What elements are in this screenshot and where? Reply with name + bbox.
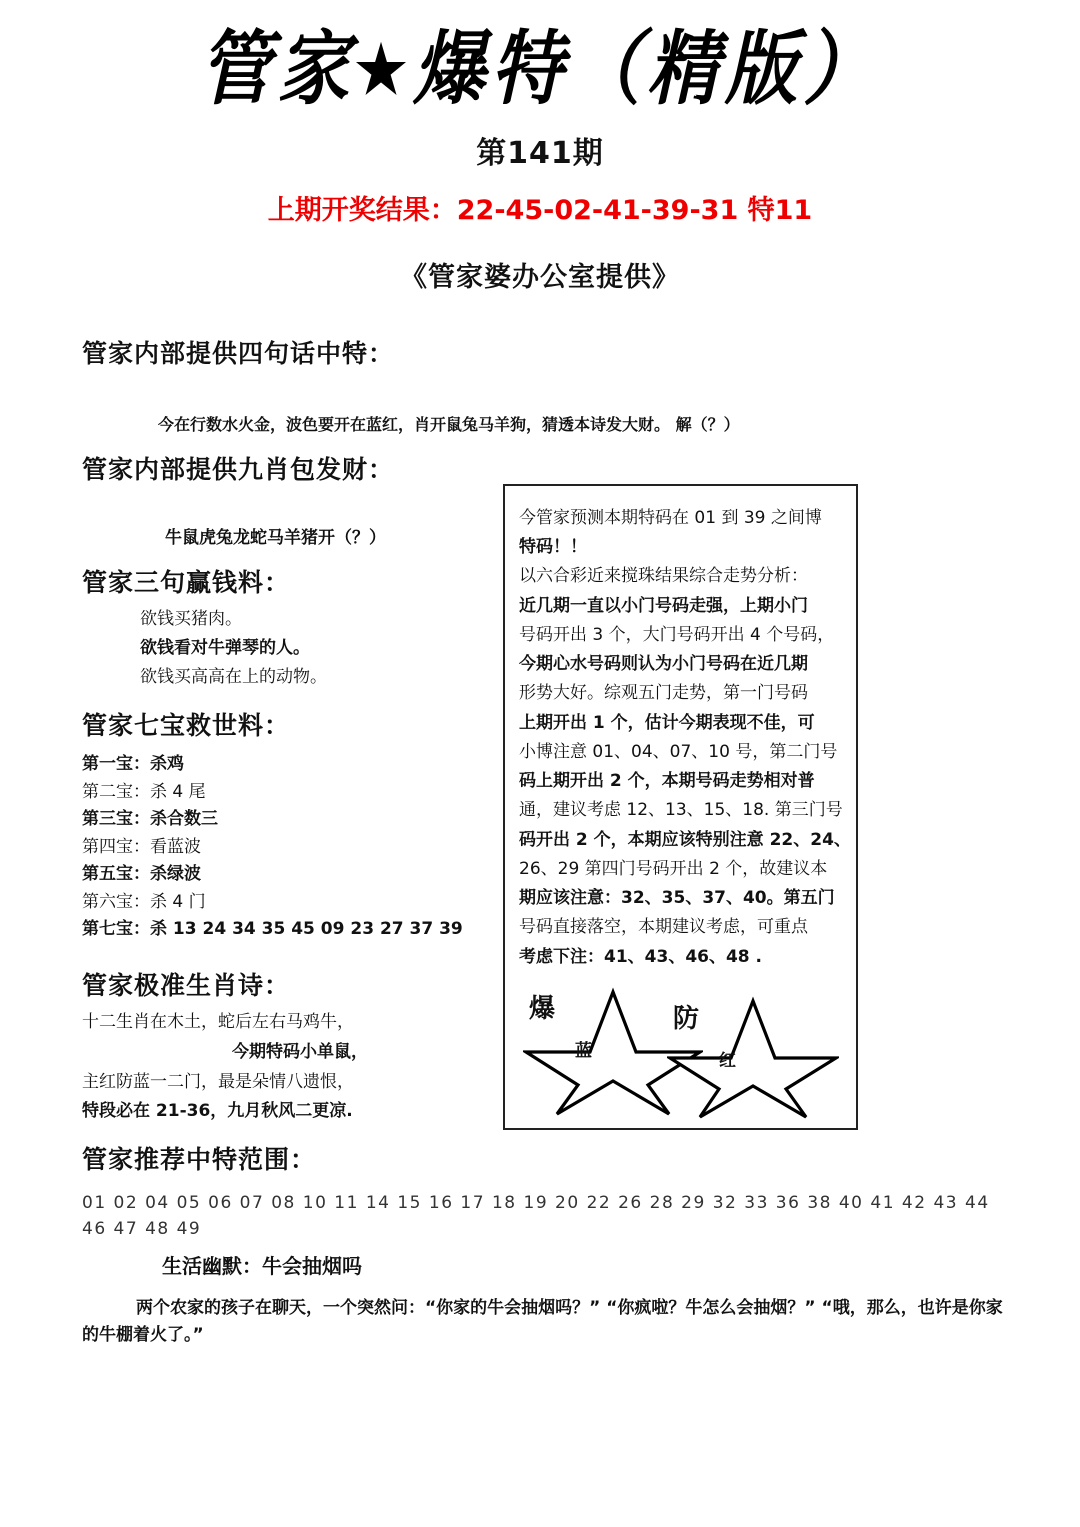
star-red-top-label: 防 [673,1003,700,1034]
heading-seven-treasures: 管家七宝救世料： [82,711,291,740]
treasure-value: 杀 4 门 [150,891,206,912]
zodiac-poem-line: 十二生肖在木土，蛇后左右马鸡牛， [82,1012,354,1032]
prediction-panel [503,484,858,1130]
prediction-line: 近几期一直以小门号码走强，上期小门 [519,595,808,616]
treasure-label: 第四宝： [82,836,150,857]
treasure-row [82,834,463,862]
prediction-line: 特码！！ [519,537,587,558]
prediction-line: 号码开出 3 个，大门号码开出 4 个号码， [519,624,835,645]
star-red-inner-label: 红 [719,1050,736,1071]
treasure-value: 看蓝波 [150,836,201,857]
heading-nine-zodiac: 管家内部提供九肖包发财： [82,455,395,484]
treasure-label: 第一宝： [82,754,150,774]
recommended-numbers: 01 02 04 05 06 07 08 10 11 14 15 16 17 18 19 20 22 26 28 29 32 33 36 38 40 41 42 43 44 46 47 48 49 [82,1193,990,1240]
prediction-text-block [505,486,856,1132]
prediction-line: 期应该注意：32、35、37、40。第五门 [519,888,835,909]
humor-body [82,1295,1017,1349]
prediction-line: 26、29 第四门号码开出 2 个，故建议本 [519,858,828,879]
prediction-line: 号码直接落空，本期建议考虑，可重点 [519,917,808,938]
zodiac-poem-line: 今期特码小单鼠， [232,1041,368,1062]
treasure-row [82,779,463,807]
zodiac-poem-line: 主红防蓝一二门，最是朵情八遗恨， [82,1071,354,1092]
treasure-label: 第五宝： [82,864,150,885]
treasure-value: 杀绿波 [150,864,201,885]
masthead [0,0,1080,294]
humor-body-text: 两个农家的孩子在聊天，一个突然问：“你家的牛会抽烟吗？” “你疯啦？牛怎么会抽烟？” “哦，那么，也许是你家的牛棚着火了。” [82,1298,1003,1346]
treasure-label: 第六宝： [82,891,150,912]
prediction-line: 码上期开出 2 个，本期号码走势相对普 [519,771,815,792]
heading-zodiac-poem: 管家极准生肖诗： [82,971,291,1000]
masthead-title-left: 管家 [198,20,355,116]
treasure-label: 第三宝： [82,809,150,830]
zodiac-poem-list [82,1008,368,1127]
three-lines-list [140,605,327,693]
treasure-row [82,889,463,917]
last-draw-result: 上期开奖结果：22-45-02-41-39-31 特11 [267,194,813,226]
prediction-line: 通，建议考虑 12、13、15、18. 第三门号 [519,800,843,821]
treasure-value: 杀 13 24 34 35 45 09 23 27 37 39 [150,919,463,940]
seven-treasures-list [82,751,463,944]
heading-recommend-range: 管家推荐中特范围： [82,1145,317,1174]
zodiac-poem-line: 特段必在 21-36，九月秋风二更凉. [82,1101,353,1122]
prediction-line: 形势大好。综观五门走势，第一门号码 [519,683,808,704]
treasure-value: 杀 4 尾 [150,781,206,802]
prediction-line: 码开出 2 个，本期应该特别注意 22、24、 [519,829,851,850]
prediction-line: 今管家预测本期特码在 01 到 39 之间博 [519,508,822,528]
star-blue-top-label: 爆 [529,993,556,1024]
treasure-label: 第二宝： [82,781,150,802]
three-lines-item-1: 欲钱买猪肉。 [140,609,242,629]
star-blue-inner-label: 蓝 [575,1040,592,1061]
heading-three-lines: 管家三句赢钱料： [82,568,291,597]
prediction-line: 今期心水号码则认为小门号码在近几期 [519,654,808,675]
treasure-value: 杀合数三 [150,809,218,830]
treasure-row [82,806,463,834]
three-lines-item-2: 欲钱看对牛弹琴的人。 [140,638,310,659]
star-icon: ★ [355,31,413,108]
four-lines-poem: 今在行数水火金，波色要开在蓝红，肖开鼠兔马羊狗，猜透本诗发大财。 解（？） [158,415,740,434]
nine-zodiac-list: 牛鼠虎兔龙蛇马羊猪开（？） [165,528,386,548]
prediction-line: 上期开出 1 个，估计今期表现不佳，可 [519,712,815,733]
star-graphics [519,982,842,1132]
office-attribution: 《管家婆办公室提供》 [400,261,680,293]
page-title [0,20,1080,116]
treasure-label: 第七宝： [82,919,150,940]
masthead-title-right: 爆特（精版） [413,20,882,116]
treasure-row [82,861,463,889]
treasure-row [82,916,463,944]
humor-title: 生活幽默：牛会抽烟吗 [162,1254,362,1278]
star-red-group [667,996,839,1124]
issue-number: 第141期 [476,135,604,171]
treasure-value: 杀鸡 [150,754,184,774]
prediction-line: 以六合彩近来搅珠结果综合走势分析： [519,566,808,587]
heading-four-lines: 管家内部提供四句话中特： [82,339,395,368]
prediction-line: 小博注意 01、04、07、10 号，第二门号 [519,741,838,762]
three-lines-item-3: 欲钱买高高在上的动物。 [140,667,327,688]
prediction-line: 考虑下注：41、43、46、48 . [519,946,763,967]
treasure-row [82,751,463,779]
